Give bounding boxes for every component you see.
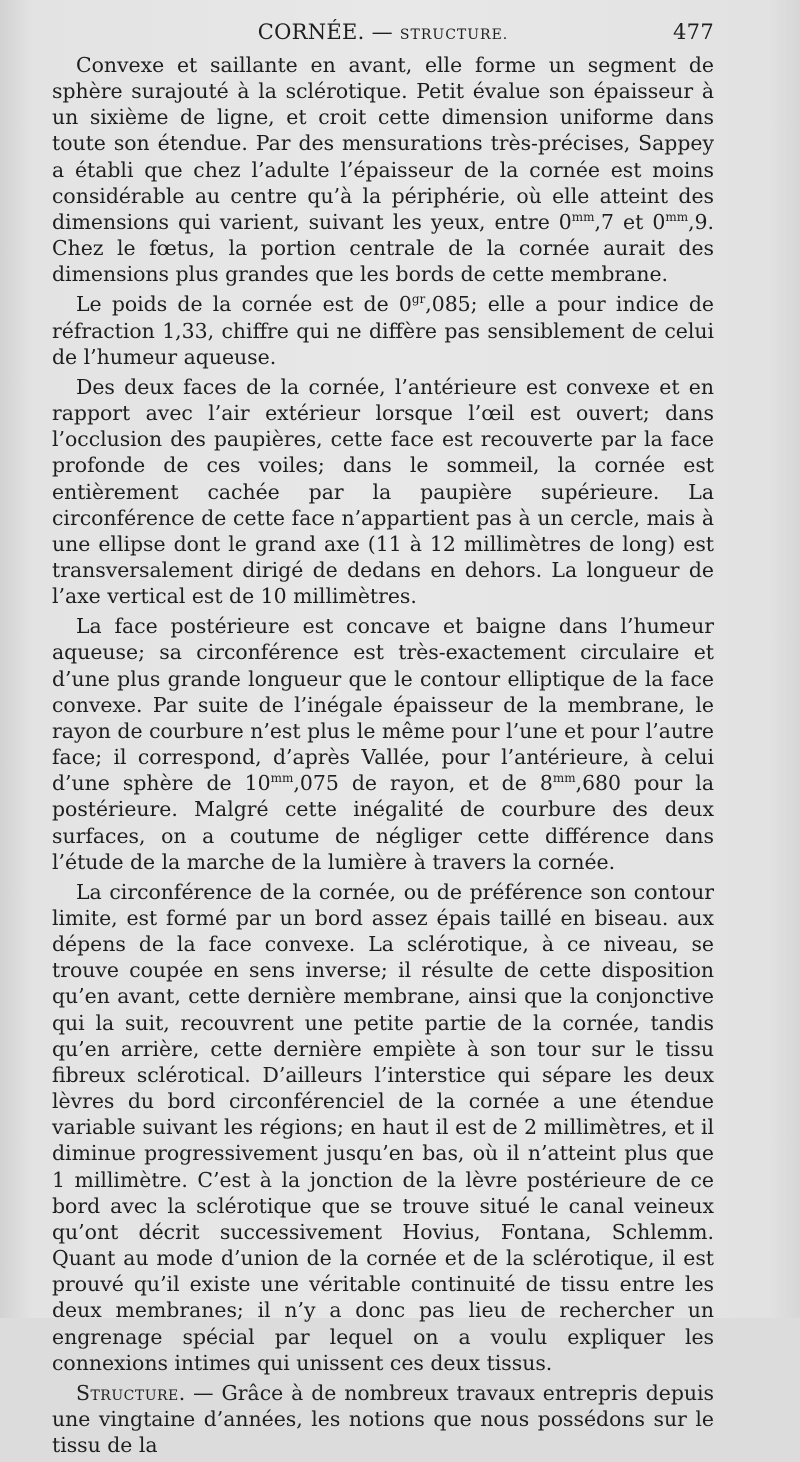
text-run: Convexe et saillante en avant, elle forme un segment de sphère surajouté à la sclérotique. Petit évalue son épaisseur à un sixième de ligne, et croit cette dimension uniforme dans toute son étendue. Par des mensurations très-précises, Sappey a établi que chez l’adulte l’épaisseur de la cornée est moins considérable au centre qu’à la périphérie, où elle atteint des dimensions qui varient, suivant les yeux, entre 0 [52,53,714,234]
title-separator: — [371,20,393,44]
text-run: Le poids de la cornée est de 0 [76,292,412,317]
unit-superscript: mm [571,209,595,224]
unit-superscript: mm [552,771,576,786]
running-header [52,20,714,50]
text-run: . — Grâce à de nombreux travaux entrepris depuis une vingtaine d’années, les notions que nous possédons sur le tissu de la [52,1380,714,1458]
body-text [52,52,714,1462]
paragraph [52,1380,714,1458]
text-run: ,085; elle a pour indice de réfraction 1,33, chiffre qui ne diffère pas sensiblement de celui de l’humeur aqueuse. [52,292,714,369]
paragraph [52,291,714,369]
running-title [52,20,714,44]
text-run: ,075 de rayon, et de 8 [293,771,553,796]
text-run: ,7 et 0 [594,209,666,234]
section-title: STRUCTURE. [399,27,509,43]
unit-superscript: mm [270,771,294,786]
text-run: La face postérieure est concave et baigne dans l’humeur aqueuse; sa circonférence est très-exactement circulaire et d’une plus grande longueur que le contour elliptique de la face convexe. Par suite de l’inégale épaisseur de la membrane, le rayon de courbure n’est plus le même pour l’une et pour l’autre face; il correspond, d’après Vallée, pour l’antérieure, à celui d’une sphère de 10 [52,614,714,796]
unit-superscript: mm [665,209,689,224]
paragraph [52,52,714,287]
page-number: 477 [673,20,714,44]
paragraph [52,879,714,1376]
text-run: La circonférence de la cornée, ou de préférence son contour limite, est formé par un bord assez épais taillé en biseau. aux dépens de la face convexe. La sclérotique, à ce niveau, se trouve coupée en sens inverse; il résulte de cette disposition qu’en avant, cette dernière membrane, ainsi que la conjonctive qui la suit, recouvrent une petite partie de la cornée, tandis qu’en arrière, cette dernière empiète à son tour sur le tissu fibreux sclérotical. D’ailleurs l’interstice qui sépare les deux lèvres du bord circonférenciel de la cornée a une étendue variable suivant les régions; en haut il est de 2 millimètres, et il diminue progressivement jusqu’en bas, où il n’atteint plus que 1 millimètre. C’est à la jonction de la lèvre postérieure de ce bord avec la sclérotique que se trouve situé le canal veineux qu’ont décrit successivement Hovius, Fontana, Schlemm. Quant au mode d’union de la cornée et de la sclérotique, il est prouvé qu’il existe une véritable continuité de tissu entre les deux membranes; il n’y a donc pas lieu de rechercher un engrenage spécial par lequel on a voulu expliquer les connexions intimes qui unissent ces deux tissus. [52,879,714,1375]
chapter-title: CORNÉE. [257,20,365,44]
unit-superscript: gr [411,292,426,307]
text-run: Des deux faces de la cornée, l’antérieure est convexe et en rapport avec l’air extérieur lorsque l’œil est ouvert; dans l’occlusion des paupières, cette face est recouverte par la face profonde de ces voiles; dans le sommeil, la cornée est entièrement cachée par la paupière supérieure. La circonférence de cette face n’appartient pas à un cercle, mais à une ellipse dont le grand axe (11 à 12 millimètres de long) est transversalement dirigé de dedans en dehors. La longueur de l’axe vertical est de 10 millimètres. [52,374,714,609]
section-lead-word: Structure [76,1380,179,1405]
text-run: ,9. Chez le fœtus, la portion centrale de la cornée aurait des dimensions plus grandes que les bords de cette membrane. [52,209,715,287]
paragraph [52,613,714,875]
paragraph [52,374,714,609]
text-run: ,680 pour la postérieure. Malgré cette inégalité de courbure des deux surfaces, on a coutume de négliger cette différence dans l’étude de la marche de la lumière à travers la cornée. [52,771,714,874]
